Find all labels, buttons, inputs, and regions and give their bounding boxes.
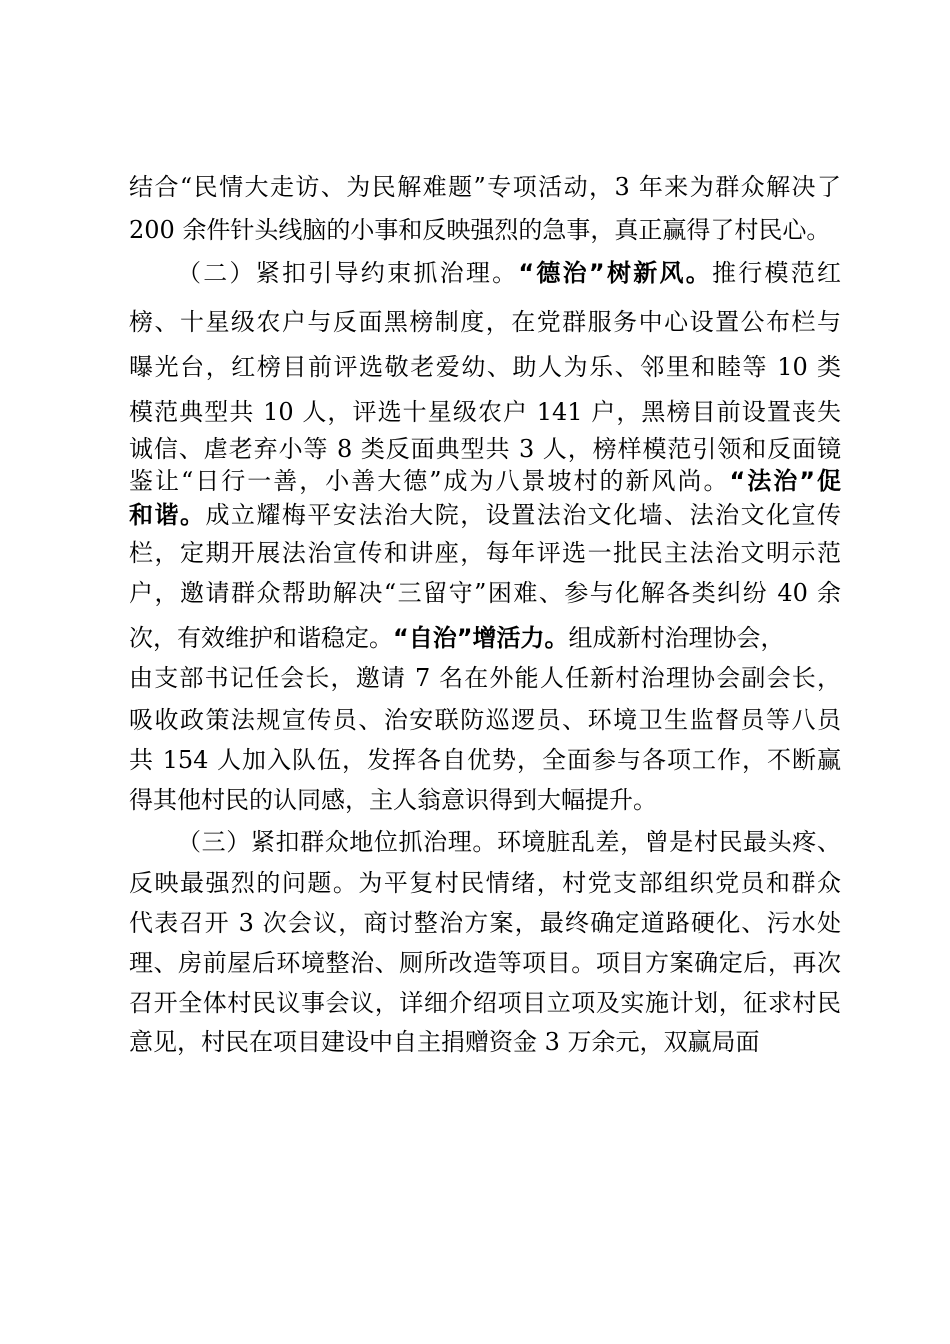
text-line: 意见，村民在项目建设中自主捐赠资金 3 万余元，双赢局面 (129, 1028, 760, 1056)
section-heading: （二）紧扣引导约束抓治理。 (177, 259, 519, 287)
text-line: （二）紧扣引导约束抓治理。“德治”树新风。推行模范红 (177, 259, 841, 287)
bold-subheading: “法治”促 (729, 467, 841, 495)
text-line: 反映最强烈的问题。为平复村民情绪，村党支部组织党员和群众 (129, 869, 841, 897)
text-line: 诚信、虐老弃小等 8 类反面典型共 3 人，榜样模范引领和反面镜 (129, 435, 841, 463)
text-line: 次，有效维护和谐稳定。“自治”增活力。组成新村治理协会， (129, 624, 785, 652)
text-line: 召开全体村民议事会议，详细介绍项目立项及实施计划，征求村民 (129, 989, 841, 1017)
text-line: 鉴让“日行一善，小善大德”成为八景坡村的新风尚。“法治”促 (129, 467, 841, 495)
text-line: 得其他村民的认同感，主人翁意识得到大幅提升。 (129, 786, 657, 814)
text-line: 户，邀请群众帮助解决“三留守”困难、参与化解各类纠纷 40 余 (129, 579, 841, 607)
text-line: 和谐。成立耀梅平安法治大院，设置法治文化墙、法治文化宣传 (129, 501, 841, 529)
text-line: （三）紧扣群众地位抓治理。环境脏乱差，曾是村民最头疼、 (177, 828, 841, 856)
text-line: 曝光台，红榜目前评选敬老爱幼、助人为乐、邻里和睦等 10 类 (129, 353, 841, 381)
text-line: 共 154 人加入队伍，发挥各自优势，全面参与各项工作，不断赢 (129, 746, 841, 774)
text-line: 代表召开 3 次会议，商讨整治方案，最终确定道路硬化、污水处 (129, 909, 841, 937)
text-line: 由支部书记任会长，邀请 7 名在外能人任新村治理协会副会长， (129, 664, 841, 692)
bold-subheading: 和谐。 (129, 501, 206, 529)
section-heading: （三）紧扣群众地位抓治理。 (177, 828, 497, 856)
text-line: 理、房前屋后环境整治、厕所改造等项目。项目方案确定后，再次 (129, 949, 841, 977)
text-line: 榜、十星级农户与反面黑榜制度，在党群服务中心设置公布栏与 (129, 308, 841, 336)
text-line: 200 余件针头线脑的小事和反映强烈的急事，真正赢得了村民心。 (129, 216, 831, 244)
text-line: 栏，定期开展法治宣传和讲座，每年评选一批民主法治文明示范 (129, 539, 841, 567)
bold-subheading: “德治”树新风。 (518, 259, 712, 287)
text-line: 结合“民情大走访、为民解难题”专项活动，3 年来为群众解决了 (129, 173, 841, 201)
text-line: 模范典型共 10 人，评选十星级农户 141 户，黑榜目前设置丧失 (129, 398, 841, 426)
bold-subheading: “自治”增活力。 (393, 624, 569, 652)
text-line: 吸收政策法规宣传员、治安联防巡逻员、环境卫生监督员等八员 (129, 706, 841, 734)
